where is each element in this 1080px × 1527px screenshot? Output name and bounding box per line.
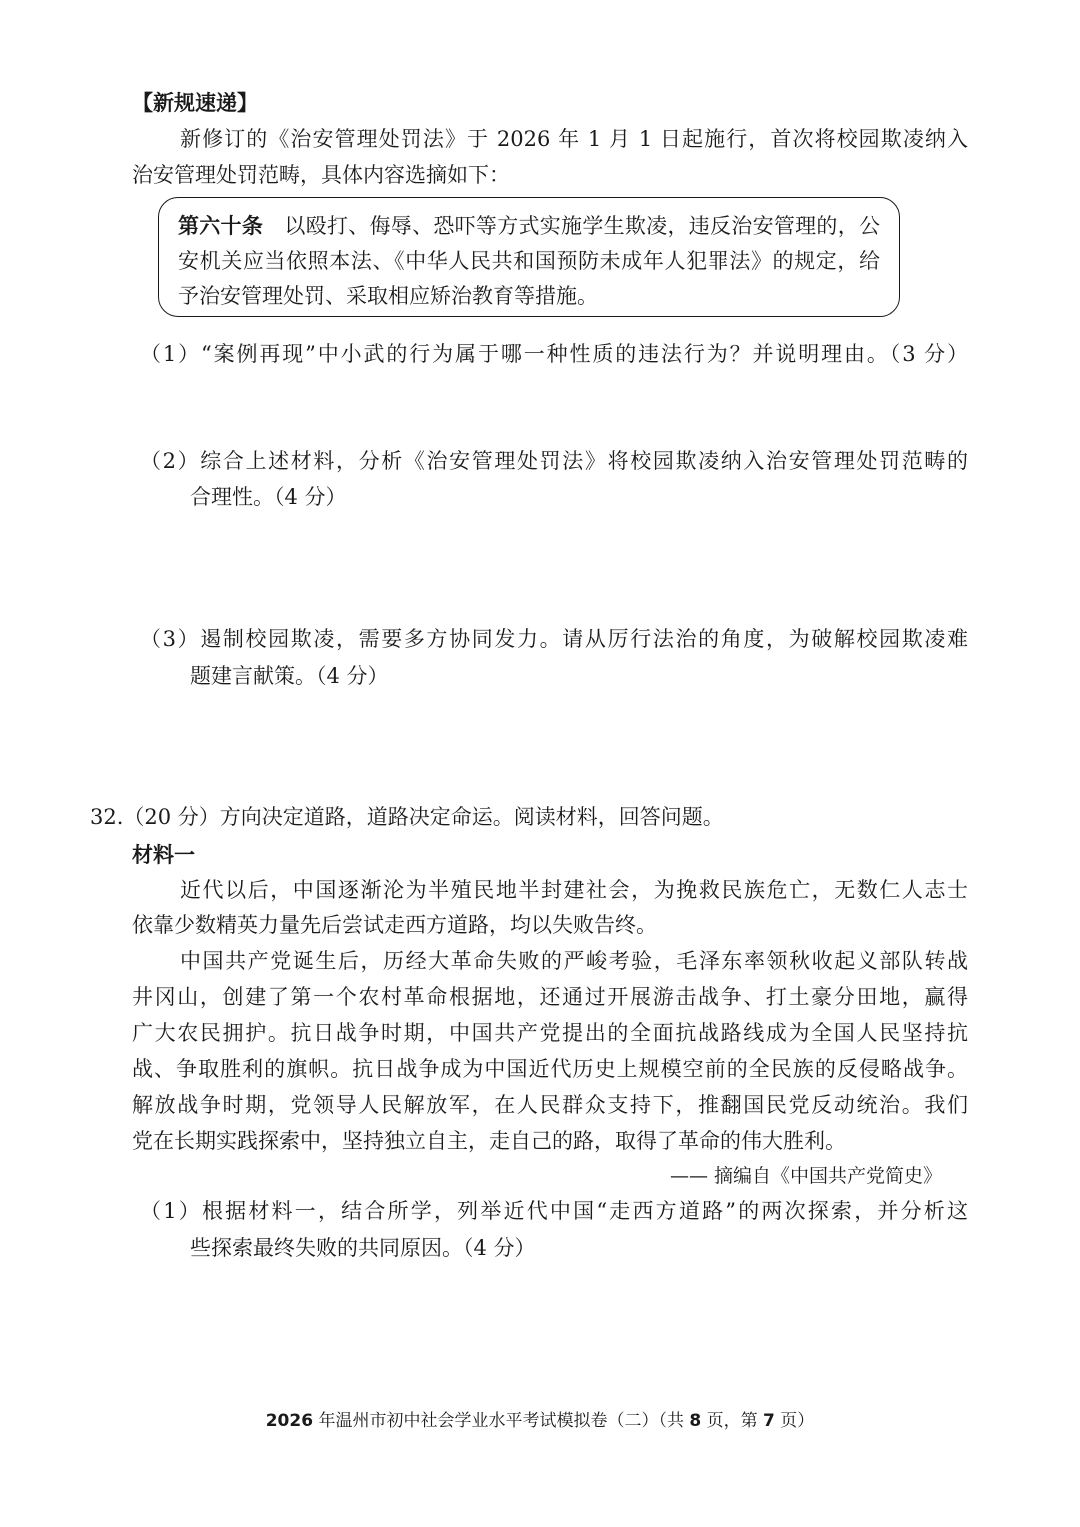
footer-year: 2026: [265, 1411, 314, 1431]
new-rule-intro-line-1: 新修订的《治安管理处罚法》于 2026 年 1 月 1 日起施行，首次将校园欺凌纳入: [180, 127, 968, 151]
q31-sub2-line-2: 合理性。（4 分）: [190, 485, 347, 509]
footer-text-a: 年温州市初中社会学业水平考试模拟卷（二）（共: [313, 1411, 690, 1431]
new-rule-intro-line-2: 治安管理处罚范畴，具体内容选摘如下：: [132, 163, 510, 187]
law-article-line-2: 安机关应当依照本法、《中华人民共和国预防未成年人犯罪法》的规定，给: [178, 249, 880, 273]
material-one-para2-line-4: 战、争取胜利的旗帜。抗日战争成为中国近代历史上规模空前的全民族的反侵略战争。: [132, 1057, 968, 1081]
material-one-para1-line-1: 近代以后，中国逐渐沦为半殖民地半封建社会，为挽救民族危亡，无数仁人志士: [180, 878, 968, 902]
q32-sub1-line-1: （1）根据材料一，结合所学，列举近代中国“走西方道路”的两次探索，并分析这: [140, 1199, 968, 1223]
q31-sub3-line-2: 题建言献策。（4 分）: [190, 664, 389, 688]
law-article-text-1: 以殴打、侮辱、恐吓等方式实施学生欺凌，违反治安管理的，公: [284, 214, 880, 238]
q31-sub1: （1）“案例再现”中小武的行为属于哪一种性质的违法行为？并说明理由。（3 分）: [140, 342, 968, 366]
material-one-para2-line-2: 井冈山，创建了第一个农村革命根据地，还通过开展游击战争、打土豪分田地，赢得: [132, 985, 968, 1009]
footer-text-b: 页，第: [701, 1411, 764, 1431]
law-article-line-1: [178, 211, 880, 241]
q31-sub3-line-1: （3）遏制校园欺凌，需要多方协同发力。请从厉行法治的角度，为破解校园欺凌难: [140, 627, 968, 651]
law-article-line-3: 予治安管理处罚、采取相应矫治教育等措施。: [178, 284, 598, 308]
law-article-title: 第六十条: [178, 214, 264, 238]
page-footer: [0, 1409, 1080, 1433]
footer-text-c: 页）: [774, 1411, 815, 1431]
material-one-para2-line-6: 党在长期实践探索中，坚持独立自主，走自己的路，取得了革命的伟大胜利。: [132, 1129, 846, 1153]
material-one-para2-line-3: 广大农民拥护。抗日战争时期，中国共产党提出的全面抗战路线成为全国人民坚持抗: [132, 1021, 968, 1045]
q32-stem: 32.（20 分）方向决定道路，道路决定命运。阅读材料，回答问题。: [90, 805, 724, 829]
material-one-para2-line-1: 中国共产党诞生后，历经大革命失败的严峻考验，毛泽东率领秋收起义部队转战: [180, 949, 968, 973]
section-heading-new-rule: 【新规速递】: [132, 91, 258, 115]
footer-current-page: 7: [763, 1411, 775, 1431]
q32-sub1-line-2: 些探索最终失败的共同原因。（4 分）: [190, 1236, 536, 1260]
footer-total-pages: 8: [689, 1411, 702, 1431]
material-one-source: —— 摘编自《中国共产党简史》: [669, 1165, 942, 1187]
material-one-para1-line-2: 依靠少数精英力量先后尝试走西方道路，均以失败告终。: [132, 913, 657, 937]
material-one-para2-line-5: 解放战争时期，党领导人民解放军，在人民群众支持下，推翻国民党反动统治。我们: [132, 1093, 968, 1117]
material-one-title: 材料一: [132, 843, 195, 867]
q31-sub2-line-1: （2）综合上述材料，分析《治安管理处罚法》将校园欺凌纳入治安管理处罚范畴的: [140, 449, 968, 473]
